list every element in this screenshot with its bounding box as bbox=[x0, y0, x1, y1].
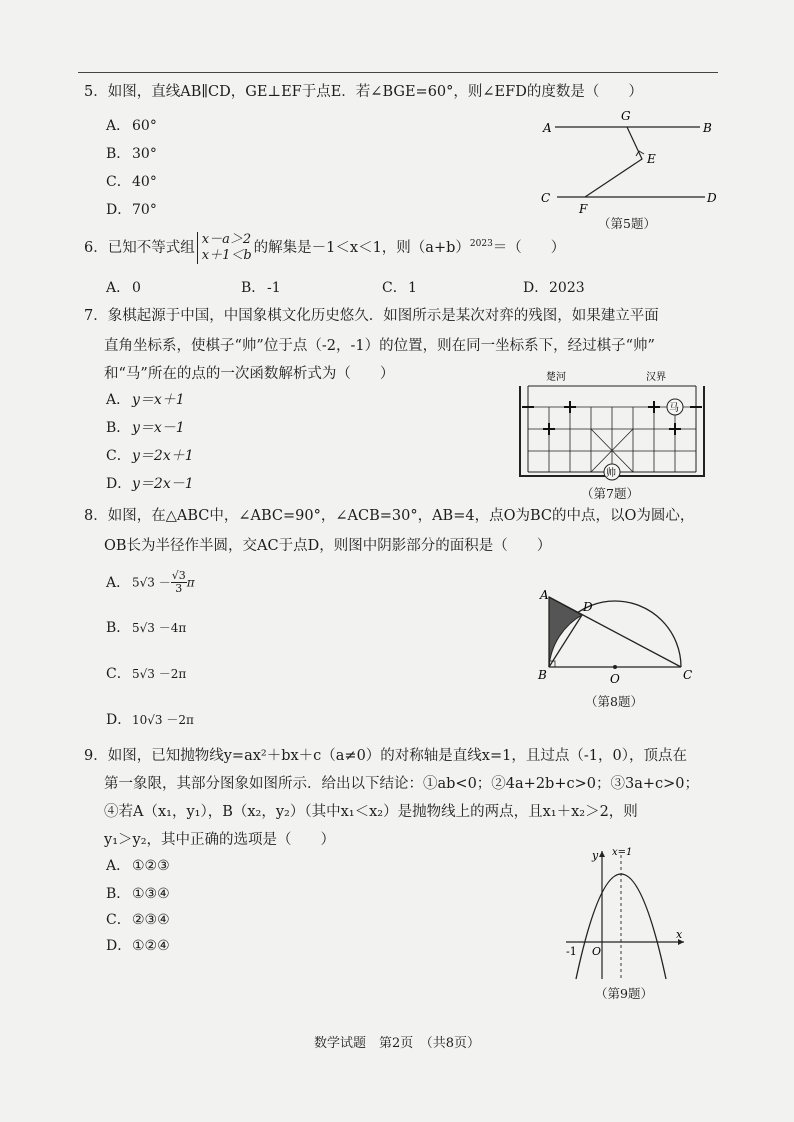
piece-ma: 马 bbox=[669, 403, 679, 414]
option-letter: C． bbox=[106, 666, 131, 682]
option-letter: B． bbox=[106, 146, 131, 162]
option-text: y＝x＋1 bbox=[132, 392, 185, 408]
q6-stem-after: 的解集是－1＜x＜1，则（a+b） bbox=[253, 239, 470, 256]
option-text: y＝2x＋1 bbox=[132, 448, 194, 464]
option-letter: D． bbox=[106, 712, 132, 728]
option-text-post: π bbox=[186, 575, 195, 590]
q9-parabola-figure bbox=[562, 845, 692, 980]
q7-line-3: 和“马”所在的点的一次函数解析式为（ ） bbox=[104, 366, 395, 382]
q8-line-2: OB长为半径作半圆，交AC于点D，则图中阴影部分的面积是（ ） bbox=[104, 538, 552, 554]
option-text: 60° bbox=[132, 118, 157, 134]
option-letter: A． bbox=[106, 118, 131, 134]
q9-line-1: 9．如图，已知抛物线y=ax²＋bx＋c（a≠0）的对称轴是直线x=1，且过点（-1，0），顶点在 bbox=[84, 748, 687, 764]
option-letter: B． bbox=[106, 420, 131, 436]
q8-option-d[interactable] bbox=[106, 710, 194, 730]
option-letter: B． bbox=[106, 620, 131, 636]
option-text: ②③④ bbox=[132, 912, 170, 928]
q6-option-c[interactable] bbox=[382, 278, 417, 298]
q6-option-a[interactable] bbox=[106, 278, 141, 298]
label-A: A bbox=[540, 588, 549, 602]
option-text: ①②④ bbox=[132, 938, 170, 954]
option-text-pre: 5√3 － bbox=[132, 575, 171, 590]
x-axis-label: x bbox=[676, 928, 683, 941]
q5-option-c[interactable] bbox=[106, 172, 157, 192]
q9-line-2: 第一象限，其部分图象如图所示．给出以下结论：①ab<0；②4a+2b+c>0；③3a+c>0； bbox=[104, 776, 699, 792]
option-letter: A． bbox=[106, 858, 131, 874]
q7-option-c[interactable] bbox=[106, 446, 194, 466]
label-G: G bbox=[621, 109, 631, 123]
q5-option-a[interactable] bbox=[106, 116, 157, 136]
q6-stem-end: ＝（ ） bbox=[492, 239, 566, 256]
q9-option-a[interactable] bbox=[106, 856, 170, 876]
denominator: 3 bbox=[175, 582, 183, 595]
q8-option-a[interactable] bbox=[106, 570, 195, 595]
option-text: 70° bbox=[132, 202, 157, 218]
option-text: 5√3 －2π bbox=[132, 667, 187, 681]
q6-option-b[interactable] bbox=[241, 278, 281, 298]
y-axis-label: y bbox=[592, 849, 599, 862]
q5-option-b[interactable] bbox=[106, 144, 157, 164]
axis-of-symmetry-label: x=1 bbox=[612, 847, 633, 858]
option-letter: C． bbox=[106, 448, 131, 464]
option-text: 1 bbox=[408, 280, 417, 296]
q9-line-4: y₁＞y₂，其中正确的选项是（ ） bbox=[104, 832, 336, 848]
option-letter: D． bbox=[106, 938, 132, 954]
q7-option-b[interactable] bbox=[106, 418, 185, 438]
q7-chessboard bbox=[518, 368, 708, 480]
option-text: ①②③ bbox=[132, 858, 170, 874]
q8-figure bbox=[535, 585, 700, 685]
option-letter: C． bbox=[106, 174, 131, 190]
fraction bbox=[171, 570, 187, 595]
label-E: E bbox=[647, 152, 656, 166]
option-letter: C． bbox=[382, 280, 407, 296]
q8-line-1: 8．如图，在△ABC中，∠ABC=90°，∠ACB=30°，AB=4，点O为BC的中点，以O为圆心， bbox=[84, 508, 695, 524]
river-label-left: 楚河 bbox=[546, 372, 566, 383]
label-A: A bbox=[543, 121, 552, 135]
q8-caption: （第8题） bbox=[585, 694, 643, 709]
label-B: B bbox=[538, 668, 547, 682]
option-letter: A． bbox=[106, 280, 131, 296]
q7-line-2: 直角坐标系，使棋子“帅”位于点（-2，-1）的位置，则在同一坐标系下，经过棋子“帅” bbox=[104, 338, 655, 354]
option-letter: D． bbox=[106, 202, 132, 218]
option-text: y＝x－1 bbox=[132, 420, 185, 436]
q6-option-d[interactable] bbox=[523, 278, 585, 298]
option-letter: D． bbox=[106, 476, 132, 492]
option-text: -1 bbox=[267, 280, 281, 296]
minus-one-label: -1 bbox=[566, 945, 577, 958]
option-letter: A． bbox=[106, 574, 131, 591]
option-letter: B． bbox=[241, 280, 266, 296]
header-rule bbox=[78, 72, 718, 73]
option-text: y＝2x－1 bbox=[132, 476, 194, 492]
q9-option-b[interactable] bbox=[106, 884, 170, 904]
label-F: F bbox=[579, 202, 588, 216]
q8-option-b[interactable] bbox=[106, 618, 186, 638]
q9-line-3: ④若A（x₁，y₁），B（x₂，y₂）（其中x₁＜x₂）是抛物线上的两点，且x₁＋x₂＞2，则 bbox=[104, 804, 638, 820]
label-O: O bbox=[610, 672, 620, 686]
label-D: D bbox=[583, 600, 593, 614]
q5-caption: （第5题） bbox=[598, 216, 656, 231]
q9-option-c[interactable] bbox=[106, 910, 170, 930]
q5-option-d[interactable] bbox=[106, 200, 157, 220]
q7-caption: （第7题） bbox=[581, 486, 639, 501]
numerator: √3 bbox=[171, 569, 186, 582]
option-text: 2023 bbox=[549, 280, 585, 296]
option-text: 0 bbox=[132, 280, 141, 296]
option-text: 40° bbox=[132, 174, 157, 190]
option-text: 5√3 －4π bbox=[132, 621, 187, 635]
option-text: 30° bbox=[132, 146, 157, 162]
label-D: D bbox=[707, 191, 717, 205]
q7-line-1: 7．象棋起源于中国，中国象棋文化历史悠久．如图所示是某次对弈的残图，如果建立平面 bbox=[84, 308, 659, 324]
exponent: 2023 bbox=[469, 239, 493, 249]
page-footer: 数学试题 第2页 （共8页） bbox=[313, 1036, 481, 1051]
piece-shuai: 帅 bbox=[606, 468, 616, 479]
q9-option-d[interactable] bbox=[106, 936, 170, 956]
q5-stem: 5．如图，直线AB∥CD，GE⊥EF于点E．若∠BGE=60°，则∠EFD的度数是（ ） bbox=[84, 84, 643, 100]
q7-option-d[interactable] bbox=[106, 474, 194, 494]
origin-label: O bbox=[592, 945, 602, 958]
option-letter: C． bbox=[106, 912, 131, 928]
system-line-1: x－a＞2 bbox=[201, 231, 252, 247]
q5-figure bbox=[535, 105, 725, 216]
system-line-2: x＋1＜b bbox=[201, 247, 252, 263]
option-letter: B． bbox=[106, 886, 131, 902]
q8-option-c[interactable] bbox=[106, 664, 186, 684]
label-C: C bbox=[541, 191, 551, 205]
q7-option-a[interactable] bbox=[106, 390, 185, 410]
q6-stem bbox=[84, 230, 565, 264]
inequality-system bbox=[197, 232, 252, 264]
q6-stem-before: 6．已知不等式组 bbox=[84, 239, 195, 256]
river-label-right: 汉界 bbox=[646, 372, 666, 383]
q9-caption: （第9题） bbox=[595, 986, 653, 1001]
option-text: 10√3 －2π bbox=[132, 713, 194, 727]
label-B: B bbox=[703, 121, 712, 135]
option-letter: A． bbox=[106, 392, 131, 408]
label-C: C bbox=[683, 668, 693, 682]
option-text: ①③④ bbox=[132, 886, 170, 902]
option-letter: D． bbox=[523, 280, 549, 296]
